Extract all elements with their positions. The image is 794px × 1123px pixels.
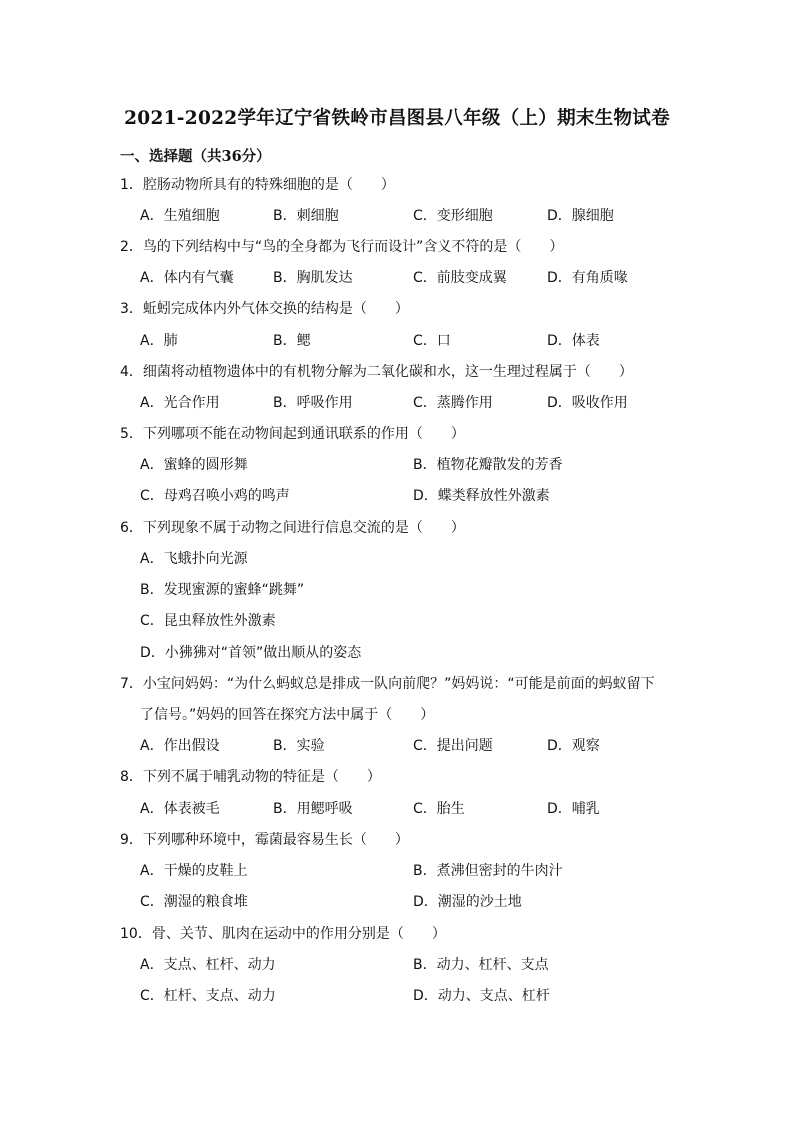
q7-option-a[interactable]: A．作出假设 (140, 738, 220, 754)
q2-option-a[interactable]: A．体内有气囊 (140, 270, 234, 286)
question-2: 2．鸟的下列结构中与“鸟的全身都为飞行而设计”含义不符的是（ ） (120, 239, 564, 255)
question-9: 9．下列哪种环境中，霉菌最容易生长（ ） (120, 832, 409, 848)
q10-option-c[interactable]: C．杠杆、支点、动力 (140, 988, 276, 1004)
question-1: 1．腔肠动物所具有的特殊细胞的是（ ） (120, 177, 395, 193)
q2-option-b[interactable]: B．胸肌发达 (273, 270, 353, 286)
q4-option-a[interactable]: A．光合作用 (140, 395, 220, 411)
question-5: 5．下列哪项不能在动物间起到通讯联系的作用（ ） (120, 426, 465, 442)
q9-option-b[interactable]: B．煮沸但密封的牛肉汁 (413, 863, 563, 879)
q3-option-c[interactable]: C．口 (413, 333, 451, 349)
q1-option-b[interactable]: B．刺细胞 (273, 208, 339, 224)
q3-option-a[interactable]: A．肺 (140, 333, 178, 349)
q3-option-b[interactable]: B．鳃 (273, 333, 311, 349)
q2-option-c[interactable]: C．前肢变成翼 (413, 270, 507, 286)
q8-option-c[interactable]: C．胎生 (413, 801, 465, 817)
q10-option-a[interactable]: A．支点、杠杆、动力 (140, 957, 276, 973)
q5-option-c[interactable]: C．母鸡召唤小鸡的鸣声 (140, 488, 290, 504)
q9-option-a[interactable]: A．干燥的皮鞋上 (140, 863, 248, 879)
q8-option-b[interactable]: B．用鳃呼吸 (273, 801, 353, 817)
q1-option-a[interactable]: A．生殖细胞 (140, 208, 220, 224)
question-3: 3．蚯蚓完成体内外气体交换的结构是（ ） (120, 301, 409, 317)
q1-option-c[interactable]: C．变形细胞 (413, 208, 493, 224)
question-4: 4．细菌将动植物遗体中的有机物分解为二氧化碳和水，这一生理过程属于（ ） (120, 364, 633, 380)
q6-option-d[interactable]: D．小狒狒对“首领”做出顺从的姿态 (140, 645, 362, 661)
question-10: 10．骨、关节、肌肉在运动中的作用分别是（ ） (120, 926, 446, 942)
q8-option-a[interactable]: A．体表被毛 (140, 801, 220, 817)
q7-option-b[interactable]: B．实验 (273, 738, 325, 754)
question-7: 7．小宝问妈妈：“为什么蚂蚁总是排成一队向前爬？”妈妈说：“可能是前面的蚂蚁留下 (120, 676, 655, 692)
q10-option-b[interactable]: B．动力、杠杆、支点 (413, 957, 549, 973)
q9-option-d[interactable]: D．潮湿的沙土地 (413, 894, 522, 910)
q4-option-c[interactable]: C．蒸腾作用 (413, 395, 493, 411)
question-8: 8．下列不属于哺乳动物的特征是（ ） (120, 769, 381, 785)
q6-option-b[interactable]: B．发现蜜源的蜜蜂“跳舞” (140, 582, 305, 598)
q8-option-d[interactable]: D．哺乳 (547, 801, 600, 817)
q9-option-c[interactable]: C．潮湿的粮食堆 (140, 894, 248, 910)
q10-option-d[interactable]: D．动力、支点、杠杆 (413, 988, 550, 1004)
q4-option-b[interactable]: B．呼吸作用 (273, 395, 353, 411)
q1-option-d[interactable]: D．腺细胞 (547, 208, 614, 224)
section-heading: 一、选择题（共36分） (120, 148, 271, 165)
q2-option-d[interactable]: D．有角质喙 (547, 270, 628, 286)
question-6: 6．下列现象不属于动物之间进行信息交流的是（ ） (120, 520, 465, 536)
q5-option-a[interactable]: A．蜜蜂的圆形舞 (140, 457, 248, 473)
q5-option-d[interactable]: D．蝶类释放性外激素 (413, 488, 550, 504)
q4-option-d[interactable]: D．吸收作用 (547, 395, 628, 411)
q6-option-a[interactable]: A．飞蛾扑向光源 (140, 551, 248, 567)
q6-option-c[interactable]: C．昆虫释放性外激素 (140, 613, 276, 629)
q7-option-c[interactable]: C．提出问题 (413, 738, 493, 754)
q7-option-d[interactable]: D．观察 (547, 738, 600, 754)
q3-option-d[interactable]: D．体表 (547, 333, 600, 349)
question-7-continued: 了信号。”妈妈的回答在探究方法中属于（ ） (140, 707, 435, 723)
page-title: 2021-2022学年辽宁省铁岭市昌图县八年级（上）期末生物试卷 (124, 108, 670, 129)
q5-option-b[interactable]: B．植物花瓣散发的芳香 (413, 457, 563, 473)
